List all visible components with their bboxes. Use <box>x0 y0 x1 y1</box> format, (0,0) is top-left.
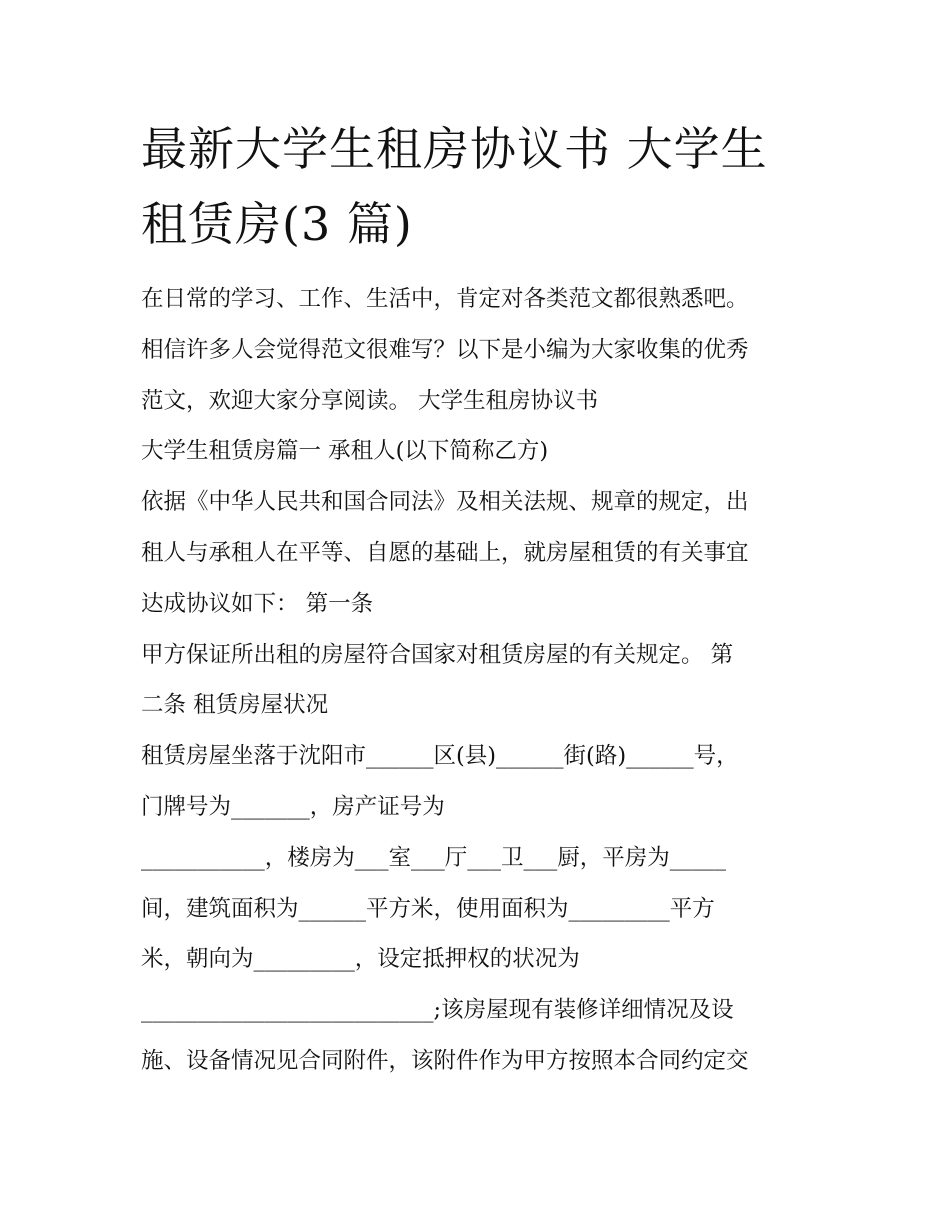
body-line: 二条 租赁房屋状况 <box>141 692 329 719</box>
body-line: 范文，欢迎大家分享阅读。 大学生租房协议书 <box>141 387 599 414</box>
title-line-1: 最新大学生租房协议书 大学生 <box>141 122 768 176</box>
body-line: 依据《中华人民共和国合同法》及相关法规、规章的规定，出 <box>141 489 749 516</box>
body-line: 大学生租赁房篇一 承租人(以下简称乙方) <box>141 438 549 465</box>
body-line: ___________，楼房为___室___厅___卫___厨，平房为_____ <box>141 844 727 871</box>
body-line: 施、设备情况见合同附件，该附件作为甲方按照本合同约定交 <box>141 1047 749 1074</box>
body-line: 达成协议如下： 第一条 <box>141 590 374 617</box>
body-line: 相信许多人会觉得范文很难写？以下是小编为大家收集的优秀 <box>141 336 749 363</box>
body-line: 租人与承租人在平等、自愿的基础上，就房屋租赁的有关事宜 <box>141 539 749 566</box>
body-line: 在日常的学习、工作、生活中，肯定对各类范文都很熟悉吧。 <box>141 286 749 312</box>
body-line: 门牌号为_______，房产证号为 <box>141 793 445 820</box>
body-line: 租赁房屋坐落于沈阳市______区(县)______街(路)______号， <box>141 743 739 770</box>
body-line: __________________________;该房屋现有装修详细情况及设 <box>141 997 734 1024</box>
body-line: 甲方保证所出租的房屋符合国家对租赁房屋的有关规定。 第 <box>141 641 734 668</box>
body-line: 米，朝向为_________，设定抵押权的状况为 <box>141 946 580 973</box>
title-line-2: 租赁房(3 篇) <box>141 197 413 251</box>
document-body <box>141 274 831 1087</box>
document-title <box>141 112 821 262</box>
body-line: 间，建筑面积为______平方米，使用面积为_________平方 <box>141 895 715 922</box>
